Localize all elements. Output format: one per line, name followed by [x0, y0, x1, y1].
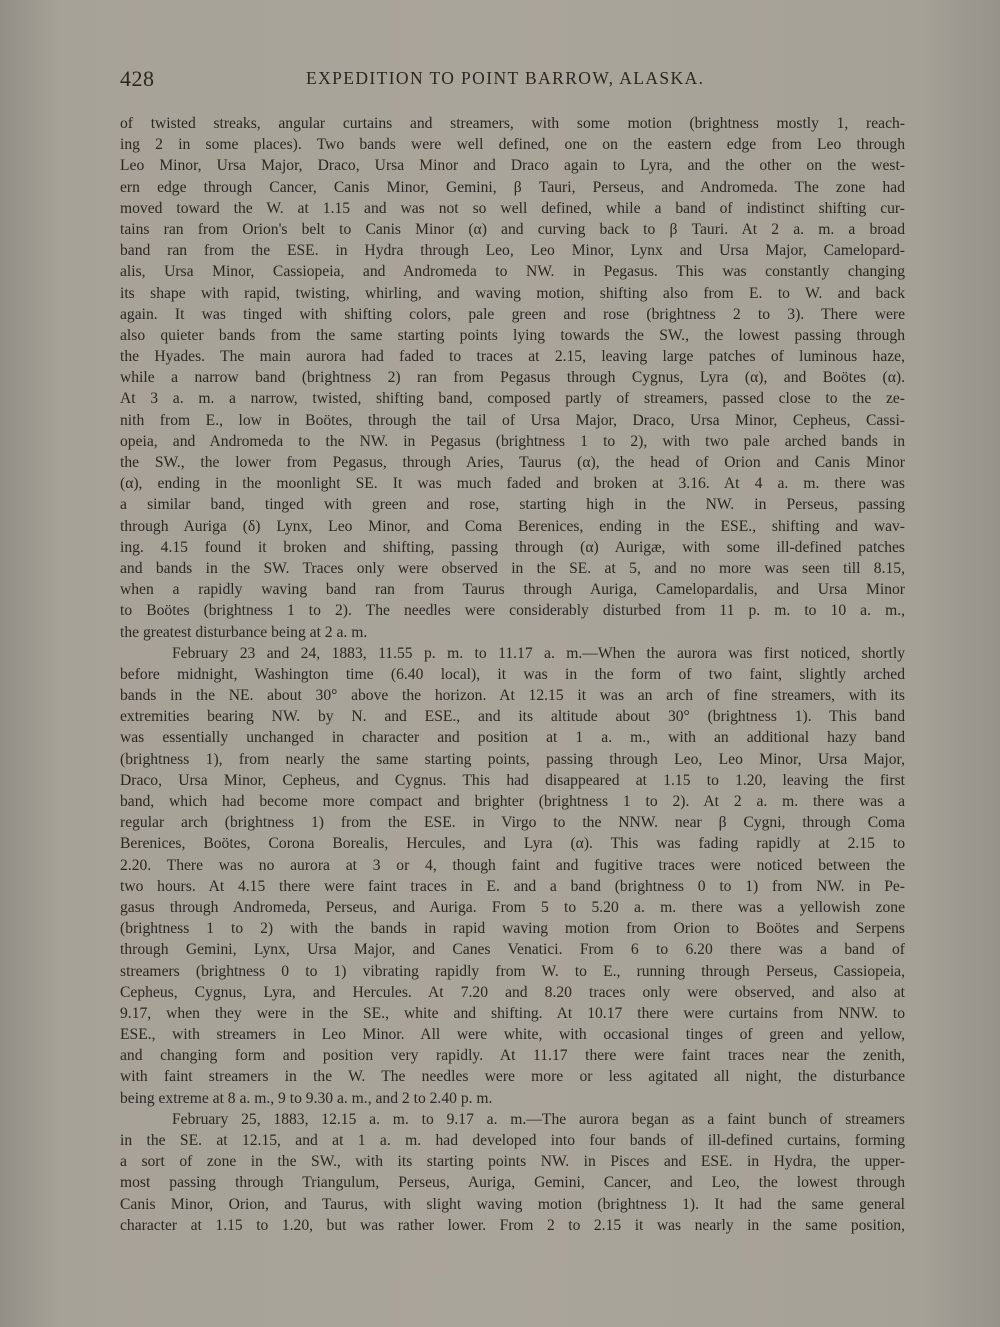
- text-line: opeia, and Andromeda to the NW. in Pegasus (brightness 1 to 2), with two pale arched bands in: [120, 432, 905, 450]
- text-line: Leo Minor, Ursa Major, Draco, Ursa Minor and Draco again to Lyra, and the other on the west-: [120, 157, 905, 175]
- text-line: of twisted streaks, angular curtains and streamers, with some motion (brightness mostly 1, reach-: [120, 115, 905, 132]
- text-line: extremities bearing NW. by N. and ESE., and its altitude about 30° (brightness 1). This band: [120, 708, 905, 726]
- text-line: gasus through Andromeda, Perseus, and Auriga. From 5 to 5.20 a. m. there was a yellowish zone: [120, 898, 905, 916]
- text-line: 2.20. There was no aurora at 3 or 4, though faint and fugitive traces were noticed between the: [120, 856, 905, 874]
- text-line: At 3 a. m. a narrow, twisted, shifting band, composed partly of streamers, passed close to the ze-: [120, 390, 905, 408]
- text-line: band, which had become more compact and brighter (brightness 1 to 2). At 2 a. m. there was a: [120, 793, 905, 810]
- text-line: was essentially unchanged in character and position at 1 a. m., with an additional hazy band: [120, 729, 905, 747]
- body-text: [120, 113, 905, 1257]
- text-line: when a rapidly waving band ran from Taurus through Auriga, Camelopardalis, and Ursa Minor: [120, 581, 905, 599]
- text-line: (brightness 1 to 2) with the bands in rapid waving motion from Orion to Boötes and Serpens: [120, 920, 905, 938]
- paragraph-last-line: being extreme at 8 a. m., 9 to 9.30 a. m., and 2 to 2.40 p. m.: [120, 1089, 493, 1107]
- text-line: streamers (brightness 0 to 1) vibrating rapidly from W. to E., running through Perseus, Cassiopeia,: [120, 962, 905, 980]
- text-line: Draco, Ursa Minor, Cepheus, and Cygnus. This had disappeared at 1.15 to 1.20, leaving the first: [120, 771, 905, 789]
- paragraph-first-line: February 23 and 24, 1883, 11.55 p. m. to 11.17 a. m.—When the aurora was first noticed, shortly: [172, 644, 905, 662]
- page-number: 428: [120, 66, 155, 91]
- text-line: moved toward the W. at 1.15 and was not so well defined, while a band of indistinct shifting cur-: [120, 199, 905, 217]
- text-line: and changing form and position very rapidly. At 11.17 there were faint traces near the zenith,: [120, 1047, 905, 1065]
- text-line: while a narrow band (brightness 2) ran from Pegasus through Cygnus, Lyra (α), and Boötes (α).: [120, 369, 905, 387]
- text-line: regular arch (brightness 1) from the ESE. in Virgo to the NNW. near β Cygni, through Coma: [120, 814, 905, 832]
- text-line: character at 1.15 to 1.20, but was rather lower. From 2 to 2.15 it was nearly in the same position,: [120, 1216, 905, 1234]
- text-line: a similar band, tinged with green and rose, starting high in the NW. in Perseus, passing: [120, 496, 905, 514]
- text-line: through Auriga (δ) Lynx, Leo Minor, and Coma Berenices, ending in the ESE., shifting and wav-: [120, 517, 905, 535]
- text-line: and bands in the SW. Traces only were observed in the SE. at 5, and no more was seen till 8.15,: [120, 559, 905, 577]
- paragraph-first-line: February 25, 1883, 12.15 a. m. to 9.17 a. m.—The aurora began as a faint bunch of streamers: [172, 1110, 905, 1128]
- text-line: a sort of zone in the SW., with its starting points NW. in Pisces and ESE. in Hydra, the upper-: [120, 1153, 905, 1171]
- text-line: with faint streamers in the W. The needles were more or less agitated all night, the disturbance: [120, 1068, 905, 1086]
- text-line: ing. 4.15 found it broken and shifting, passing through (α) Aurigæ, with some ill-defined patches: [120, 538, 905, 556]
- text-line: [120, 1236, 905, 1257]
- text-line: the Hyades. The main aurora had faded to traces at 2.15, leaving large patches of luminous haze,: [120, 348, 905, 366]
- text-line: ing 2 in some places). Two bands were well defined, one on the eastern edge from Leo through: [120, 136, 905, 154]
- text-line: to Boötes (brightness 1 to 2). The needles were considerably disturbed from 11 p. m. to 10 a. m.,: [120, 602, 905, 620]
- text-line: band ran from the ESE. in Hydra through Leo, Leo Minor, Lynx and Ursa Major, Camelopard-: [120, 242, 905, 260]
- text-line: alis, Ursa Minor, Cassiopeia, and Andromeda to NW. in Pegasus. This was constantly changing: [120, 263, 905, 281]
- text-line: the SW., the lower from Pegasus, through Aries, Taurus (α), the head of Orion and Canis Minor: [120, 454, 905, 471]
- page-header: [120, 66, 915, 98]
- running-head: EXPEDITION TO POINT BARROW, ALASKA.: [306, 68, 705, 88]
- text-line: two hours. At 4.15 there were faint traces in E. and a band (brightness 0 to 1) from NW. in Pe-: [120, 877, 905, 895]
- text-line: tains ran from Orion's belt to Canis Minor (α) and curving back to β Tauri. At 2 a. m. a broad: [120, 220, 905, 238]
- text-line: through Gemini, Lynx, Ursa Major, and Canes Venatici. From 6 to 6.20 there was a band of: [120, 941, 905, 959]
- text-line: Berenices, Boötes, Corona Borealis, Hercules, and Lyra (α). This was fading rapidly at 2.15 to: [120, 835, 905, 853]
- text-line: its shape with rapid, twisting, whirling, and waving motion, shifting also from E. to W. and back: [120, 284, 905, 302]
- paragraph-last-line: the greatest disturbance being at 2 a. m.: [120, 623, 368, 641]
- text-line: nith from E., low in Boötes, through the tail of Ursa Major, Draco, Ursa Minor, Cepheus, Cassi-: [120, 411, 905, 429]
- text-line: (brightness 1), from nearly the same starting points, passing through Leo, Leo Minor, Ursa Major,: [120, 750, 905, 768]
- text-line: (α), ending in the moonlight SE. It was much faded and broken at 3.16. At 4 a. m. there was: [120, 475, 905, 493]
- text-line: ESE., with streamers in Leo Minor. All were white, with occasional tinges of green and yellow,: [120, 1026, 905, 1044]
- text-line: ern edge through Cancer, Canis Minor, Gemini, β Tauri, Perseus, and Andromeda. The zone had: [120, 178, 905, 196]
- text-line: before midnight, Washington time (6.40 local), it was in the form of two faint, slightly arched: [120, 665, 905, 683]
- text-line: 9.17, when they were in the SE., white and shifting. At 10.17 there were curtains from NNW. to: [120, 1004, 905, 1022]
- text-line: again. It was tinged with shifting colors, pale green and rose (brightness 2 to 3). There were: [120, 305, 905, 323]
- text-line: Cepheus, Cygnus, Lyra, and Hercules. At 7.20 and 8.20 traces only were observed, and also at: [120, 983, 905, 1001]
- text-line: Canis Minor, Orion, and Taurus, with slight waving motion (brightness 1). It had the same general: [120, 1195, 905, 1213]
- text-line: also quieter bands from the same starting points lying towards the SW., the lowest passing through: [120, 326, 905, 344]
- text-line: in the SE. at 12.15, and at 1 a. m. had developed into four bands of ill-defined curtains, forming: [120, 1132, 905, 1149]
- text-line: bands in the NE. about 30° above the horizon. At 12.15 it was an arch of fine streamers, with its: [120, 687, 905, 705]
- text-line: most passing through Triangulum, Perseus, Auriga, Gemini, Cancer, and Leo, the lowest through: [120, 1174, 905, 1192]
